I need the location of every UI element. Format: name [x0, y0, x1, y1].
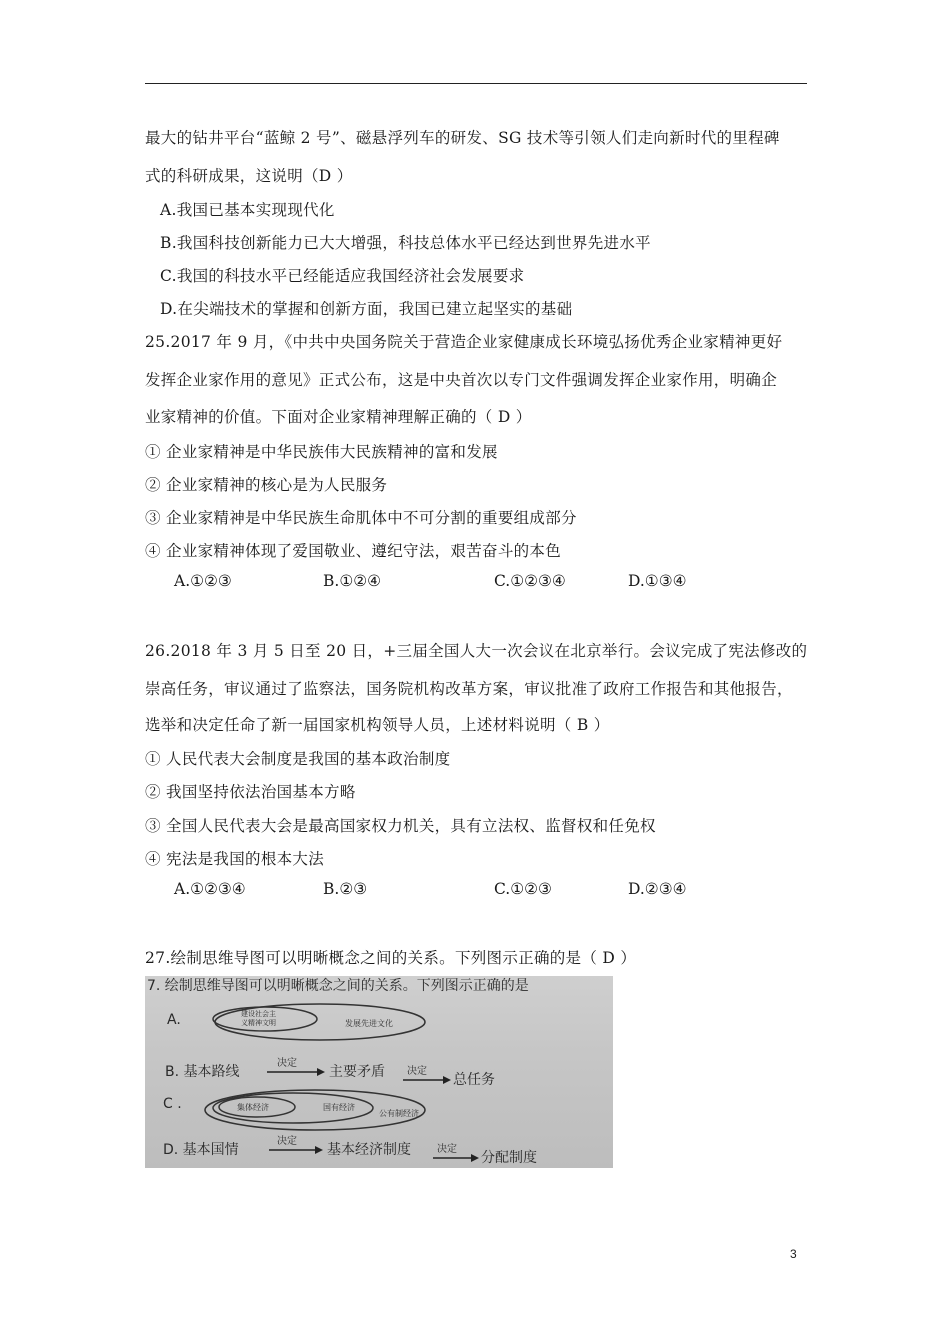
photo-b-label: B. 基本路线	[165, 1064, 240, 1080]
q24-stem-line2: 式的科研成果，这说明（D ）	[145, 167, 353, 185]
q27-diagram	[145, 976, 613, 1168]
q25-choice-d: D.①③④	[628, 572, 687, 590]
q26-item-3: ③ 全国人民代表大会是最高国家权力机关，具有立法权、监督权和任免权	[145, 817, 656, 835]
q26-choice-b: B.②③	[323, 880, 368, 898]
q26-stem-line2: 崇高任务，审议通过了监察法，国务院机构改革方案，审议批准了政府工作报告和其他报告，	[145, 680, 793, 698]
q26-item-2: ② 我国坚持依法治国基本方略	[145, 783, 356, 801]
page-number: 3	[790, 1247, 797, 1261]
photo-c-outer: 公有制经济	[379, 1109, 419, 1118]
q24-option-a: A.我国已基本实现现代化	[160, 201, 335, 219]
q27-diagram-photo	[145, 976, 613, 1168]
q24-option-d: D.在尖端技术的掌握和创新方面，我国已建立起坚实的基础	[160, 300, 573, 318]
q27-stem: 27.绘制思维导图可以明晰概念之间的关系。下列图示正确的是（ D ）	[145, 949, 637, 967]
photo-c-inner: 集体经济	[237, 1103, 269, 1112]
header-rule	[145, 83, 807, 84]
q24-option-b: B.我国科技创新能力已大大增强，科技总体水平已经达到世界先进水平	[160, 234, 651, 252]
q25-stem-line3: 业家精神的价值。下面对企业家精神理解正确的（ D ）	[145, 408, 532, 426]
photo-d-arrow2-text: 决定	[437, 1144, 457, 1155]
photo-a-label: A.	[167, 1012, 181, 1028]
q25-stem-line2: 发挥企业家作用的意见》正式公布，这是中央首次以专门文件强调发挥企业家作用，明确企	[145, 371, 778, 389]
photo-d-end: 分配制度	[481, 1150, 537, 1166]
photo-b-arrow2-head	[443, 1076, 451, 1084]
photo-d-mid: 基本经济制度	[327, 1142, 411, 1158]
photo-d-label: D. 基本国情	[163, 1142, 239, 1158]
photo-a-inner1: 建设社会主	[241, 1010, 276, 1018]
photo-d-arrow1-text: 决定	[277, 1136, 297, 1147]
q26-stem-line1: 26.2018 年 3 月 5 日至 20 日，+三届全国人大一次会议在北京举行。会议完成了宪法修改的	[145, 642, 808, 660]
q26-item-4: ④ 宪法是我国的根本大法	[145, 850, 325, 868]
q25-choice-c: C.①②③④	[494, 572, 566, 590]
photo-d-arrow1-head	[315, 1146, 323, 1154]
photo-a-inner2: 义精神文明	[241, 1019, 276, 1027]
photo-header: 7. 绘制思维导图可以明晰概念之间的关系。下列图示正确的是	[147, 978, 529, 994]
q25-choice-a: A.①②③	[174, 572, 232, 590]
q26-choice-c: C.①②③	[494, 880, 552, 898]
photo-b-arrow1-head	[317, 1068, 325, 1076]
photo-c-mid: 国有经济	[323, 1103, 355, 1112]
q24-option-c: C.我国的科技水平已经能适应我国经济社会发展要求	[160, 267, 525, 285]
q25-item-4: ④ 企业家精神体现了爱国敬业、遵纪守法，艰苦奋斗的本色	[145, 542, 562, 560]
photo-a-outer: 发展先进文化	[345, 1019, 393, 1028]
photo-b-arrow2-text: 决定	[407, 1066, 427, 1077]
q25-stem-line1: 25.2017 年 9 月，《中共中央国务院关于营造企业家健康成长环境弘扬优秀企业家精神更好	[145, 333, 783, 351]
photo-d-arrow2-head	[471, 1154, 479, 1162]
q25-item-3: ③ 企业家精神是中华民族生命肌体中不可分割的重要组成部分	[145, 509, 577, 527]
q26-stem-line3: 选举和决定任命了新一届国家机构领导人员，上述材料说明（ B ）	[145, 716, 610, 734]
q25-choice-b: B.①②④	[323, 572, 382, 590]
q26-choice-d: D.②③④	[628, 880, 687, 898]
q26-choice-a: A.①②③④	[174, 880, 246, 898]
photo-b-mid: 主要矛盾	[329, 1064, 385, 1080]
q25-item-1: ① 企业家精神是中华民族伟大民族精神的富和发展	[145, 443, 498, 461]
photo-b-end: 总任务	[453, 1072, 495, 1088]
q26-item-1: ① 人民代表大会制度是我国的基本政治制度	[145, 750, 451, 768]
photo-c-label: C .	[163, 1096, 182, 1112]
photo-b-arrow1-text: 决定	[277, 1058, 297, 1069]
q24-stem-line1: 最大的钻井平台“蓝鲸 2 号”、磁悬浮列车的研发、SG 技术等引领人们走向新时代的里程碑	[145, 129, 780, 147]
q25-item-2: ② 企业家精神的核心是为人民服务	[145, 476, 388, 494]
